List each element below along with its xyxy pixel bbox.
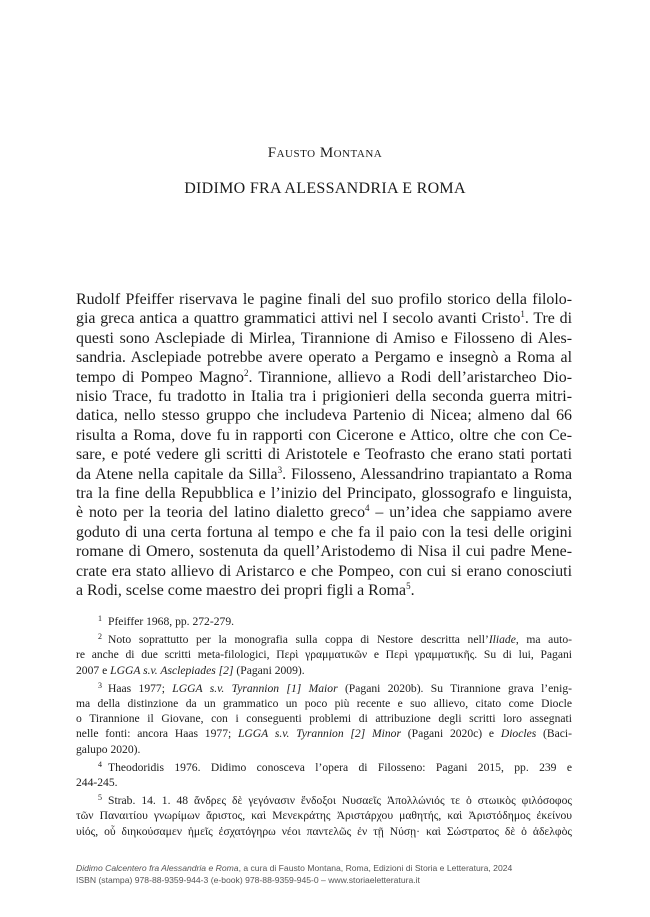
body-line: questi sono Asclepiade di Mirlea, Tirannione di Amiso e Filosseno di Ales- [76,329,572,347]
body-line: tra la fine della Repubblica e l’inizio del Principato, glossografo e linguista, [76,485,572,503]
footnote-2: $^2$ Noto soprattutto per la monografia sulla coppa di Nestore descritta nell’Iliade, ma auto- re anche di due scritti meta-filologici, Περὶ γραμματικῶν e Περὶ γραμματικῆς. Su di lui, Pagani 2007 e LGGA s.v. Asclepiades [2] (Pagani 2009). [76,632,572,677]
footnote-5: $^5$ Strab. 14. 1. 48 ἄνδρες δὲ γεγόνασιν ἔνδοξοι Νυσαεῖς Ἀπολλώνιός τε ὁ στωικὸς φιλόσοφος τῶν Παναιτίου γνωρίμων ἄριστος, καὶ Μενεκράτης Ἀριστάρχου μαθητής, καὶ Ἀριστόδημος ἐκείνου υἱός, οὗ διηκούσαμεν ἡμεῖς ἐσχατόγηρω νέοι παντελῶς ἐν τῇ Νύσῃ· καὶ Σώστρατος δὲ ὁ ἀδελφὸς [76,793,572,838]
page-footer [76,862,576,886]
body-line: Rudolf Pfeiffer riservava le pagine finali del suo profilo storico della filolo- [76,291,572,308]
body-line: romane di Omero, sostenuta da quell’Aristodemo di Nisa il cui padre Mene- [76,543,572,561]
author-name: Fausto Montana [267,145,383,161]
body-line: sare, e poté vedere gli scritti di Aristotele e Teofrasto che erano stati portati [76,446,572,464]
footer-citation: Didimo Calcentero fra Alessandria e Roma, a cura di Fausto Montana, Roma, Edizioni di Storia e Letteratura, 2024 [76,863,513,873]
body-line: crate era stato allievo di Aristarco e che Pompeo, con cui si erano conosciuti [76,562,572,580]
body-line: nisio Trace, fu tradotto in Italia tra i prigionieri della seconda guerra mitri- [76,388,572,406]
body-line: datica, nello stesso gruppo che includeva Partenio di Nicea; almeno dal 66 [76,407,572,425]
body-line: è noto per la teoria del latino dialetto greco$^4$ – un’idea che sappiamo avere [76,503,572,522]
footnote-4: $^4$ Theodoridis 1976. Didimo conosceva l’opera di Filosseno: Pagani 2015, pp. 239 e 244-245. [76,759,572,790]
footnote-number: 2 [98,632,102,642]
chapter-title: DIDIMO FRA ALESSANDRIA E ROMA [184,180,466,197]
body-line: gia greca antica a quattro grammatici attivi nel I secolo avanti Cristo$^1$. Tre di [76,309,572,328]
footnote-ref[interactable]: 2 [243,367,249,378]
body-line: da Atene nella capitale da Silla$^3$. Filosseno, Alessandrino trapiantato a Roma [76,464,573,483]
footnote-number: 1 [98,614,102,623]
footnote-ref[interactable]: 5 [406,581,411,592]
body-line: goduto di una certa fortuna al tempo e che fa il paio con la tesi delle origini [76,523,572,541]
body-line: tempo di Pompeo Magno$^2$. Tirannione, allievo a Rodi dell’aristarcheo Dio- [76,367,572,386]
body-line: risulta a Roma, dove fu in rapporti con Cicerone e Attico, oltre che con Ce- [76,426,572,444]
body-line: sandria. Asclepiade potrebbe avere operato a Pergamo e insegnò a Roma al [76,349,572,367]
footer-isbn: ISBN (stampa) 978-88-9359-944-3 (e-book) 978-88-9359-945-0 – www.storiaeletteratura.it [76,875,420,885]
footnote-number: 4 [98,759,102,769]
footnotes [76,611,572,839]
footnote-ref[interactable]: 4 [365,503,370,514]
footnote-1: $^1$ Pfeiffer 1968, pp. 272-279. [98,614,235,628]
footnote-number: 5 [98,793,102,803]
footnote-ref[interactable]: 3 [277,464,283,475]
footnote-number: 3 [98,680,102,690]
body-text [76,290,572,601]
footnote-ref[interactable]: 1 [520,309,525,320]
footnote-3: $^3$ Haas 1977; LGGA s.v. Tyrannion [1] Maior (Pagani 2020b). Su Tirannione grava l’enig- ma della distinzione da un grammatico un poco più recente e suo allievo, citato come Diocle o Tirannione il Giovane, con i conseguenti problemi di attribuzione degli scritti loro assegnati nelle fonti: ancora Haas 1977; LGGA s.v. Tyrannion [2] Minor (Pagani 2020c) e Diocles (Baci- galupo 2020). [76,680,572,756]
body-line: a Rodi, scelse come maestro dei propri figli a Roma$^5$. [76,581,415,600]
